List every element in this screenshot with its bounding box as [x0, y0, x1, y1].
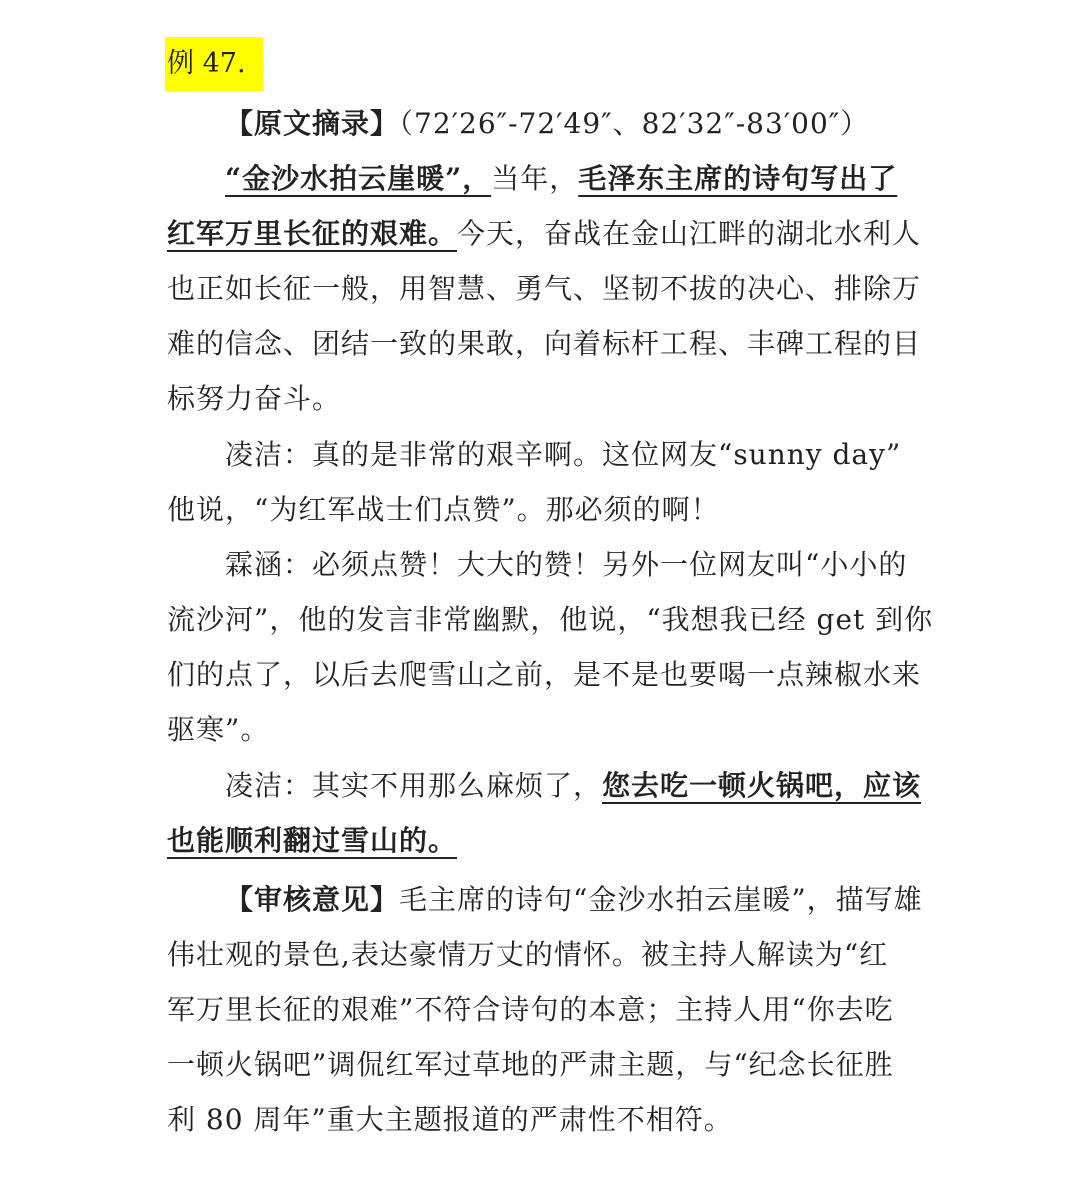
review-heading: 【审核意见】: [225, 883, 400, 916]
dialogue-1-line-1: 凌洁：真的是非常的艰辛啊。这位网友“sunny day”: [225, 438, 902, 471]
review-line-5: 利 80 周年”重大主题报道的严肃性不相符。: [167, 1103, 733, 1136]
review-line-3: 军万里长征的艰难”不符合诗句的本意；主持人用“你去吃: [167, 993, 894, 1026]
excerpt-timestamps: （72′26″-72′49″、82′32″-83′00″）: [399, 107, 870, 140]
review-line-1: [225, 880, 923, 920]
review-first-text: 毛主席的诗句“金沙水拍云崖暖”，描写雄: [399, 883, 923, 916]
excerpt-line-4: 难的信念、团结一致的果敢，向着标杆工程、丰碑工程的目: [167, 327, 922, 360]
review-line-2: 伟壮观的景色,表达豪情万丈的情怀。被主持人解读为“红: [167, 938, 889, 971]
dialogue-3-line-1: [225, 766, 921, 806]
dialogue-underlined-text: 也能顺利翻过雪山的。: [167, 824, 458, 857]
excerpt-heading: 【原文摘录】: [225, 107, 400, 140]
example-number-label: 例 47.: [165, 37, 263, 91]
review-line-4: 一顿火锅吧”调侃红军过草地的严肃主题，与“纪念长征胜: [167, 1048, 894, 1081]
dialogue-underlined-text: 您去吃一顿火锅吧，应该: [602, 769, 922, 802]
excerpt-line-2: [167, 214, 921, 254]
excerpt-plain-text: 当年，: [491, 162, 579, 195]
excerpt-plain-text: 今天，奋战在金山江畔的湖北水利人: [457, 217, 922, 250]
excerpt-line-3: 也正如长征一般，用智慧、勇气、坚韧不拔的决心、排除万: [167, 272, 922, 305]
dialogue-plain-text: 凌洁：其实不用那么麻烦了，: [225, 769, 603, 802]
dialogue-2-line-1: 霖涵：必须点赞！大大的赞！另外一位网友叫“小小的: [225, 548, 908, 581]
dialogue-2-line-3: 们的点了，以后去爬雪山之前，是不是也要喝一点辣椒水来: [167, 658, 922, 691]
dialogue-2-line-4: 驱寒”。: [167, 713, 270, 746]
dialogue-1-line-2: 他说，“为红军战士们点赞”。那必须的啊！: [167, 493, 720, 526]
dialogue-3-line-2: [167, 821, 457, 861]
excerpt-underlined-quote: “金沙水拍云崖暖”，: [225, 162, 492, 195]
excerpt-line-5: 标努力奋斗。: [167, 382, 342, 415]
excerpt-underlined-text: 红军万里长征的艰难。: [167, 217, 458, 250]
excerpt-heading-line: [225, 104, 869, 144]
dialogue-2-line-2: 流沙河”，他的发言非常幽默，他说，“我想我已经 get 到你: [167, 603, 934, 636]
excerpt-line-1: [225, 159, 897, 199]
excerpt-underlined-text: 毛泽东主席的诗句写出了: [578, 162, 898, 195]
